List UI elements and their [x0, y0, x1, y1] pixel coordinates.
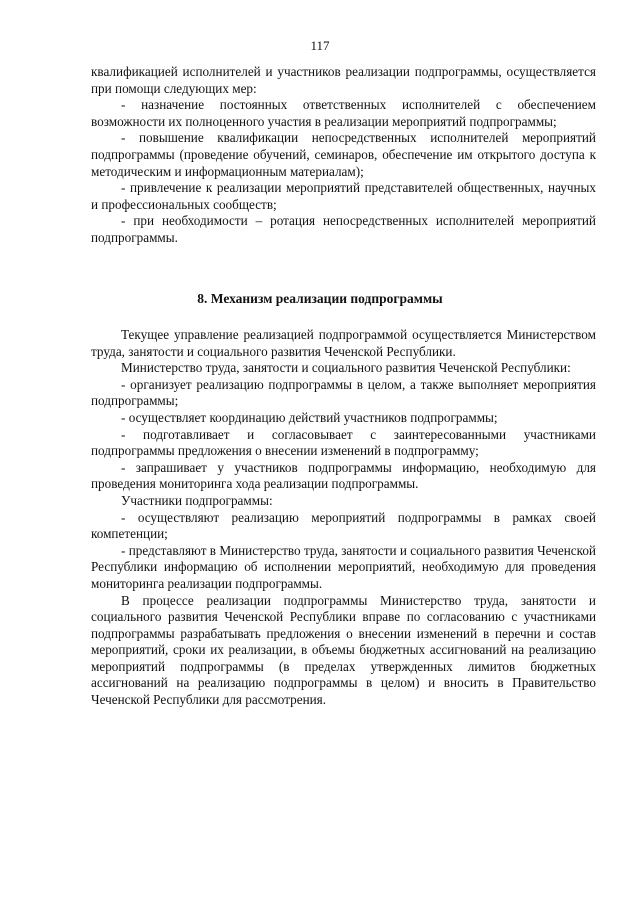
paragraph: Участники подпрограммы:: [121, 492, 273, 508]
paragraph: - организует реализацию подпрограммы в целом, а также выполняет мероприятия подпрограммы;: [91, 376, 596, 409]
paragraph: - привлечение к реализации мероприятий представителей общественных, научных и профессиональных сообществ;: [91, 180, 596, 212]
paragraph: Министерство труда, занятости и социального развития Чеченской Республики:: [121, 360, 571, 376]
paragraph: - представляют в Министерство труда, занятости и социального развития Чеченской Республики информацию об исполнении мероприятий, необходимую для проведения мониторинга реализации подпрограммы.: [91, 542, 596, 591]
top-text-block: [91, 64, 596, 247]
paragraph: - повышение квалификации непосредственных исполнителей мероприятий подпрограммы (проведение обучений, семинаров, обеспечение им открытого доступа к методическим и информационным материалам);: [91, 130, 596, 179]
page-number: 117: [310, 38, 330, 53]
paragraph: В процессе реализации подпрограммы Министерство труда, занятости и социального развития Чеченской Республики вправе по согласованию с участниками подпрограммы разрабатывать предложения о внесении изменений в перечни и состав мероприятий, сроки их реализации, в объемы бюджетных ассигнований на реализацию мероприятий подпрограммы (в пределах утвержденных лимитов бюджетных ассигнований на реализацию подпрограммы в целом) и вносить в Правительство Чеченской Республики для рассмотрения.: [91, 592, 596, 708]
paragraph: квалификацией исполнителей и участников реализации подпрограммы, осуществляется при помощи следующих мер:: [91, 64, 596, 96]
paragraph: - осуществляет координацию действий участников подпрограммы;: [121, 409, 498, 425]
paragraph: - при необходимости – ротация непосредственных исполнителей мероприятий подпрограммы.: [91, 213, 596, 245]
paragraph: - осуществляют реализацию мероприятий подпрограммы в рамках своей компетенции;: [91, 509, 596, 542]
bottom-text-block: [91, 327, 596, 709]
section-heading: 8. Механизм реализации подпрограммы: [197, 291, 443, 306]
paragraph: Текущее управление реализацией подпрограммой осуществляется Министерством труда, занятости и социального развития Чеченской Республики.: [91, 327, 596, 359]
paragraph: - назначение постоянных ответственных исполнителей с обеспечением возможности их полноценного участия в реализации мероприятий подпрограммы;: [91, 97, 596, 129]
paragraph: - запрашивает у участников подпрограммы информацию, необходимую для проведения мониторинга хода реализации подпрограммы.: [91, 459, 596, 492]
paragraph: - подготавливает и согласовывает с заинтересованными участниками подпрограммы предложения о внесении изменений в подпрограмму;: [91, 426, 596, 459]
